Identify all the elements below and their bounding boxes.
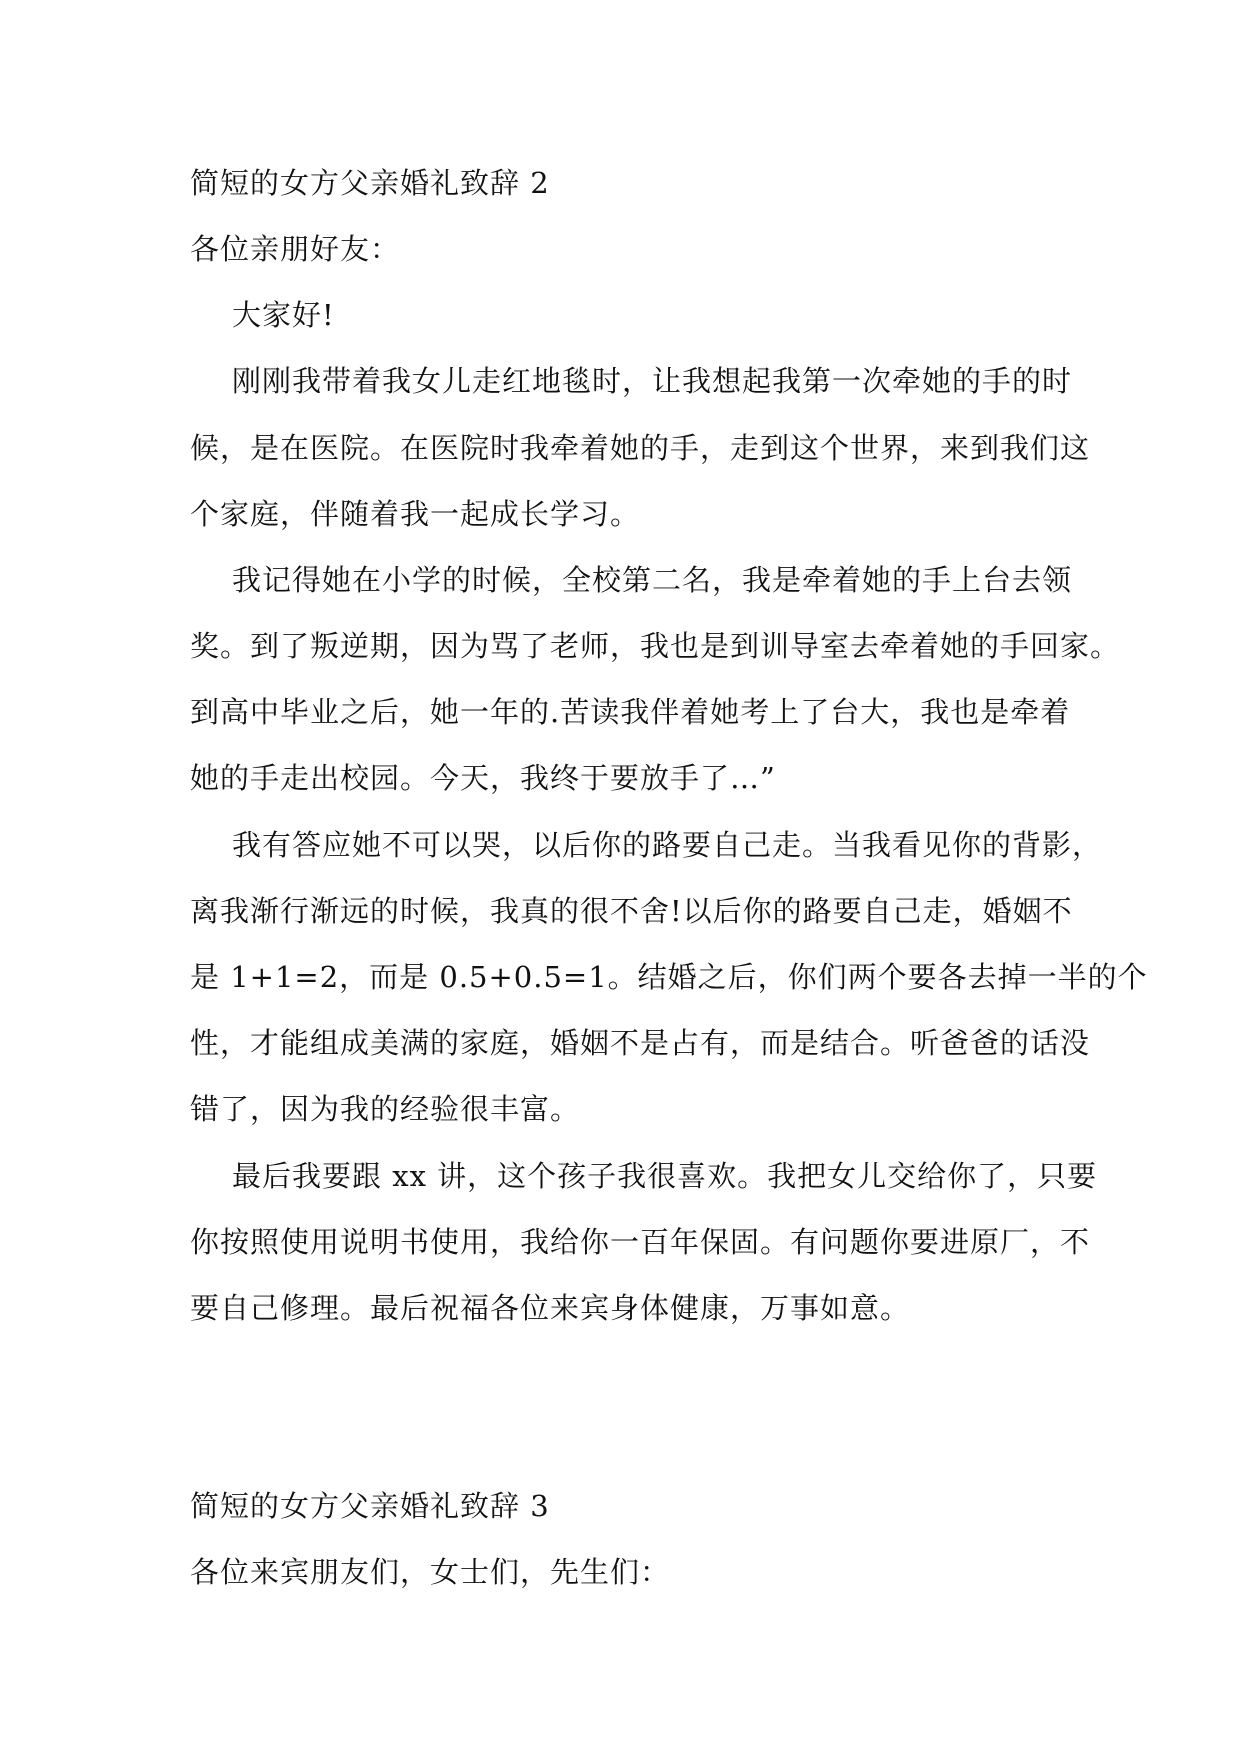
section-2-greeting: 各位亲朋好友：: [190, 232, 401, 266]
section-2-hello: 大家好!: [232, 298, 335, 332]
paragraph-line: 是 1+1=2，而是 0.5+0.5=1。结婚之后，你们两个要各去掉一半的个: [190, 960, 1148, 994]
paragraph-line: 奖。到了叛逆期，因为骂了老师，我也是到训导室去牵着她的手回家。: [190, 629, 1121, 663]
paragraph-line: 候，是在医院。在医院时我牵着她的手，走到这个世界，来到我们这: [190, 431, 1091, 465]
paragraph-line: 性，才能组成美满的家庭，婚姻不是占有，而是结合。听爸爸的话没: [190, 1026, 1091, 1060]
paragraph-line: 离我渐行渐远的时候，我真的很不舍!以后你的路要自己走，婚姻不: [190, 894, 1073, 928]
paragraph-line: 要自己修理。最后祝福各位来宾身体健康，万事如意。: [190, 1291, 911, 1325]
section-2-title: 简短的女方父亲婚礼致辞 2: [190, 166, 550, 200]
paragraph-line: 错了，因为我的经验很丰富。: [190, 1092, 581, 1126]
paragraph-line: 我记得她在小学的时候，全校第二名，我是牵着她的手上台去领: [232, 563, 1073, 597]
paragraph-line: 她的手走出校园。今天，我终于要放手了…”: [190, 761, 776, 795]
section-3-greeting: 各位来宾朋友们，女士们，先生们：: [190, 1555, 671, 1589]
paragraph-line: 到高中毕业之后，她一年的.苦读我伴着她考上了台大，我也是牵着: [190, 695, 1071, 729]
paragraph-line: 刚刚我带着我女儿走红地毯时，让我想起我第一次牵她的手的时: [232, 364, 1073, 398]
paragraph-line: 你按照使用说明书使用，我给你一百年保固。有问题你要进原厂，不: [190, 1225, 1091, 1259]
paragraph-line: 我有答应她不可以哭，以后你的路要自己走。当我看见你的背影，: [232, 828, 1103, 862]
section-3-title: 简短的女方父亲婚礼致辞 3: [190, 1489, 550, 1523]
paragraph-line: 个家庭，伴随着我一起成长学习。: [190, 497, 641, 531]
paragraph-line: 最后我要跟 xx 讲，这个孩子我很喜欢。我把女儿交给你了，只要: [232, 1159, 1098, 1193]
